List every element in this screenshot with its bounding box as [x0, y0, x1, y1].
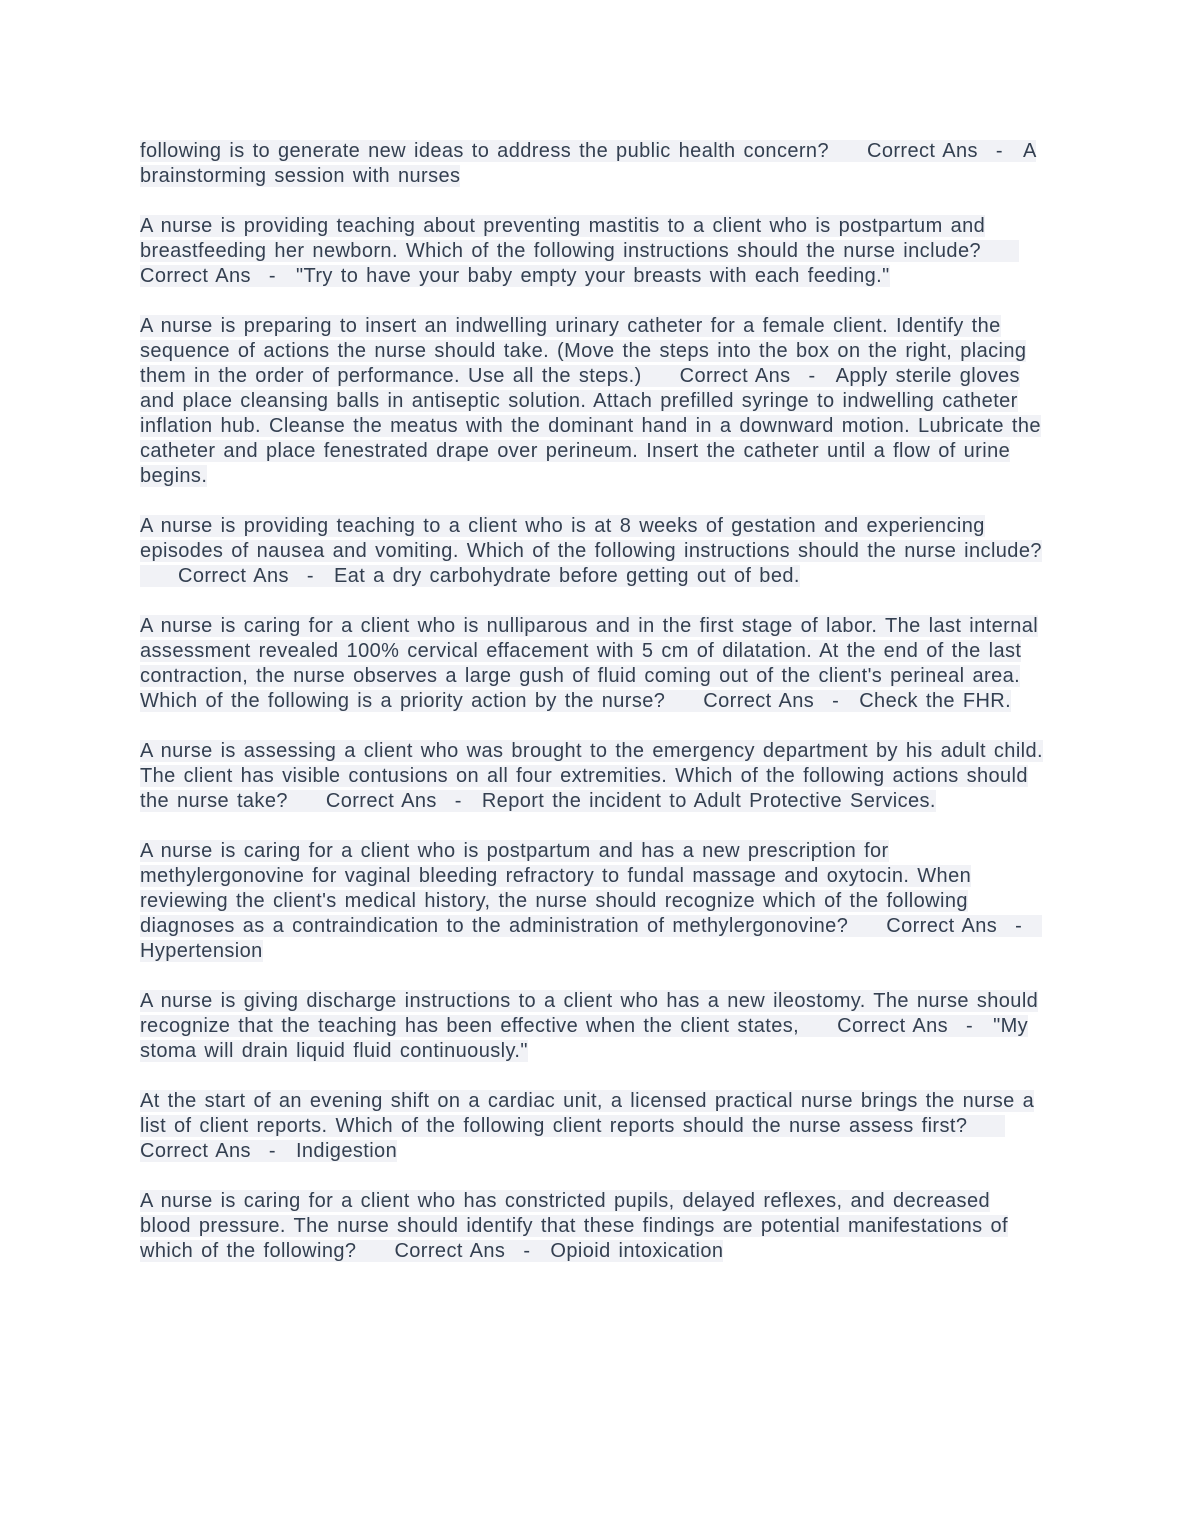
highlighted-text [140, 140, 1036, 187]
correct-ans-label: Correct Ans [140, 1140, 251, 1162]
qa-paragraph [140, 839, 1045, 964]
correct-ans-label: Correct Ans [866, 140, 978, 162]
answer-text: Report the incident to Adult Protective Services. [481, 790, 936, 812]
dash: - [454, 790, 462, 812]
dash: - [268, 265, 276, 287]
correct-ans-label: Correct Ans [140, 265, 251, 287]
dash: - [808, 365, 816, 387]
qa-paragraph [140, 614, 1045, 714]
answer-text: Apply sterile gloves and place cleansing balls in antiseptic solution. Attach prefilled syringe to indwelling catheter inflation hub. Cleanse the meatus with the dominant hand in a downward motion. Lubricate the catheter and place fenestrated drape over perineum. Insert the catheter until a flow of urine begins. [140, 365, 1041, 487]
correct-ans-label: Correct Ans [837, 1015, 949, 1037]
qa-paragraph [140, 139, 1045, 189]
highlighted-text [140, 740, 1043, 812]
dash: - [268, 1140, 276, 1162]
dash: - [306, 565, 314, 587]
qa-paragraph [140, 214, 1045, 289]
highlighted-text [140, 315, 1041, 487]
question-text: A nurse is providing teaching to a client who is at 8 weeks of gestation and experiencing episodes of nausea and vomiting. Which of the following instructions should the nurse include? [140, 515, 1042, 562]
answer-text: "Try to have your baby empty your breasts with each feeding." [295, 265, 890, 287]
qa-paragraph [140, 1089, 1045, 1164]
question-text: A nurse is giving discharge instructions to a client who has a new ileostomy. The nurse should recognize that the teaching has been effective when the client states, [140, 990, 1039, 1037]
highlighted-text [140, 840, 1042, 962]
correct-ans-label: Correct Ans [679, 365, 791, 387]
qa-paragraph [140, 514, 1045, 589]
dash: - [966, 1015, 974, 1037]
correct-ans-label: Correct Ans [325, 790, 437, 812]
answer-text: Indigestion [295, 1140, 398, 1162]
correct-ans-label: Correct Ans [886, 915, 998, 937]
question-text: A nurse is caring for a client who is nulliparous and in the first stage of labor. The last internal assessment revealed 100% cervical effacement with 5 cm of dilatation. At the end of the last contraction, the nurse observes a large gush of fluid coming out of the client's perineal area. Which of the following is a priority action by the nurse? [140, 615, 1039, 712]
dash: - [995, 140, 1003, 162]
qa-paragraph [140, 989, 1045, 1064]
correct-ans-label: Correct Ans [394, 1240, 506, 1262]
correct-ans-label: Correct Ans [703, 690, 815, 712]
question-text: A nurse is caring for a client who is postpartum and has a new prescription for methylergonovine for vaginal bleeding refractory to fundal massage and oxytocin. When reviewing the client's medical history, the nurse should recognize which of the following diagnoses as a contraindication to the administration of methylergonovine? [140, 840, 972, 937]
answer-text: Hypertension [140, 940, 263, 962]
dash: - [1015, 915, 1023, 937]
answer-text: Check the FHR. [859, 690, 1012, 712]
highlighted-text [140, 1190, 1008, 1262]
answer-text: Opioid intoxication [550, 1240, 724, 1262]
qa-paragraph [140, 314, 1045, 489]
highlighted-text [140, 990, 1038, 1062]
question-text: At the start of an evening shift on a cardiac unit, a licensed practical nurse brings the nurse a list of client reports. Which of the following client reports should the nurse assess first? [140, 1090, 1035, 1137]
highlighted-text [140, 1090, 1034, 1162]
highlighted-text [140, 615, 1038, 712]
answer-text: "My stoma will drain liquid fluid continuously." [140, 1015, 1029, 1062]
question-text: following is to generate new ideas to address the public health concern? [140, 140, 829, 162]
dash: - [832, 690, 840, 712]
highlighted-text [140, 515, 1042, 587]
answer-text: A brainstorming session with nurses [140, 140, 1036, 187]
question-text: A nurse is assessing a client who was brought to the emergency department by his adult child. The client has visible contusions on all four extremities. Which of the following actions should the nurse take? [140, 740, 1043, 812]
qa-paragraph [140, 1189, 1045, 1264]
highlighted-text [140, 215, 1019, 287]
qa-paragraph [140, 739, 1045, 814]
question-text: A nurse is providing teaching about preventing mastitis to a client who is postpartum and breastfeeding her newborn. Which of the following instructions should the nurse include? [140, 215, 986, 262]
dash: - [523, 1240, 531, 1262]
question-text: A nurse is preparing to insert an indwelling urinary catheter for a female client. Identify the sequence of actions the nurse should take. (Move the steps into the box on the right, placing them in the order of performance. Use all the steps.) [140, 315, 1027, 387]
question-text: A nurse is caring for a client who has constricted pupils, delayed reflexes, and decreased blood pressure. The nurse should identify that these findings are potential manifestations of which of the following? [140, 1190, 1008, 1262]
answer-text: Eat a dry carbohydrate before getting out of bed. [333, 565, 800, 587]
correct-ans-label: Correct Ans [178, 565, 289, 587]
